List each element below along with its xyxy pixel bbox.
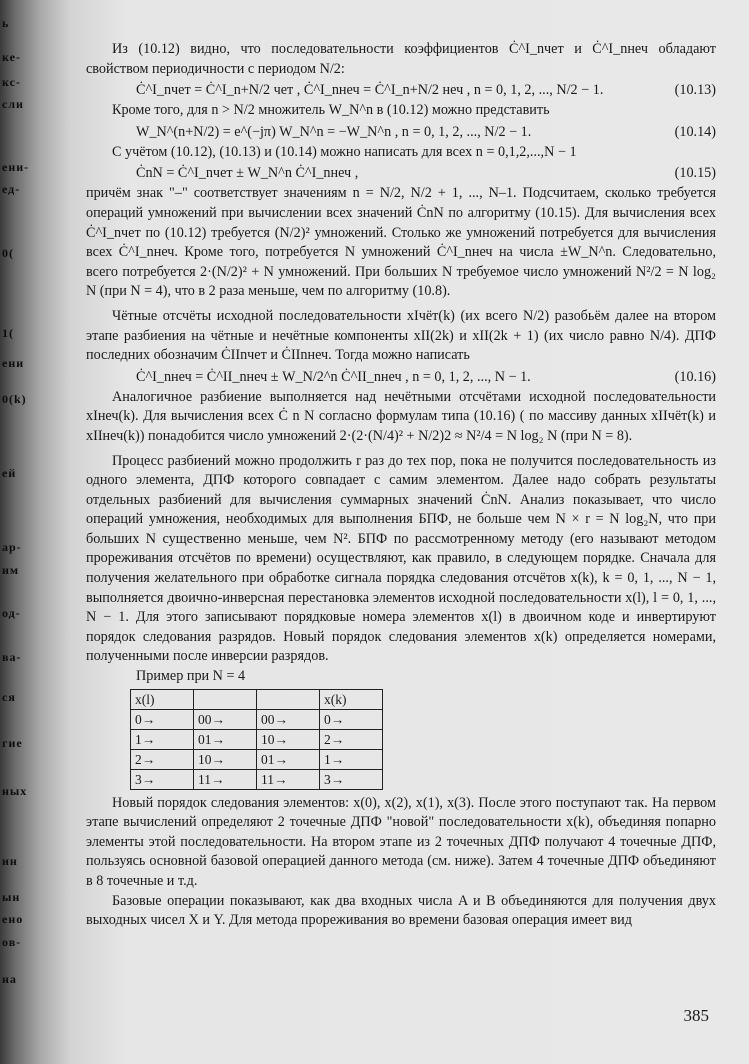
gutter-fragment: гие [2, 736, 23, 750]
paragraph-twiddle: Кроме того, для n > N/2 множитель W_N^n в (10.12) можно представить [112, 102, 550, 119]
paragraph-operation-count: причём знак "–" соответствует значениям n = N/2, N/2 + 1, ..., N–1. Подсчитаем, сколько требуется операций умножений при вычислении всех значений ĊnN по алгоритму (10.15). Для вычисления всех Ċ^I_nчет по (10.12) требуется (N/2)² умножений. Столько же умножений потребуется для вычисления всех Ċ^I_nнеч. Кроме того, потребуется N умножений Ċ^I_nнеч на числа ±W_N^n. Следовательно, всего потребуется 2·(N/2)² + N умножений. При больших N требуемое число умножений N²/2 = N log₂ N (при N = 4), что в 2 раза меньше, чем по алгоритму (10.8). [86, 185, 716, 300]
table-cell: 00→ [194, 709, 257, 729]
table-cell: 2→ [320, 729, 383, 749]
table-row [131, 749, 383, 769]
equation-number: (10.16) [674, 368, 716, 385]
table-cell: 01→ [257, 749, 320, 769]
paragraph-new-order: Новый порядок следования элементов: x(0), x(2), x(1), x(3). После этого поступают так. На первом этапе вычислений определяют 2 точечные ДПФ "новой" последовательности x(k), объединяя попарно элементы этой последовательности. На втором этапе из 2 точечных ДПФ получают 4 точечные ДПФ, пользуясь основной базовой операцией данного метода (см. ниже). Затем 4 точечные ДПФ объединяют в 8 точечные и т.д. [86, 794, 716, 889]
formula-text: ĊnN = Ċ^I_nчет ± W_N^n Ċ^I_nнеч , [136, 165, 359, 182]
gutter-fragment: ар- [2, 540, 22, 554]
binding-gutter [0, 0, 72, 1064]
gutter-fragment: ва- [2, 650, 22, 664]
gutter-fragment: 1( [2, 326, 14, 340]
table-header: x(l) [131, 689, 194, 709]
gutter-fragment: на [2, 972, 17, 986]
table-cell: 00→ [257, 709, 320, 729]
paragraph-bit-reversal: Процесс разбиений можно продолжить r раз до тех пор, пока не получится последовательность из одного элемента, ДПФ которого совпадает с самим элементом. Далее надо собрать результаты отдельных разбиений для вычисления суммарных значений ĊnN. Анализ показывает, что число операций умножения, необходимых для выполнения БПФ, не больше чем N × r = N log₂N, что при больших N существенно меньше, чем N². БПФ по рассмотренному методу (его называют методом прореживания отсчётов по времени) осуществляют, как правило, в следующем порядке. Сначала для получения желательного при обработке сигнала порядка следования отсчётов x(k), k = 0, 1, ..., N − 1, выполняется двоично-инверсная перестановка элементов исходной последовательности x(l), l = 0, 1, ..., N − 1. Для этого записывают порядковые номера элементов x(l) в двоичном коде и инвертируют порядок следования разрядов. Новый порядок следования элементов x(k) определяется номерами, полученными после инверсии разрядов. [86, 452, 716, 665]
gutter-fragment: 0( [2, 246, 14, 260]
book-page [72, 0, 749, 1064]
formula-10-13 [86, 79, 716, 101]
gutter-fragment: ке- [2, 50, 21, 64]
equation-number: (10.13) [674, 82, 716, 99]
table-cell: 10→ [257, 729, 320, 749]
equation-number: (10.15) [674, 165, 716, 182]
paragraph-combined: С учётом (10.12), (10.13) и (10.14) можно написать для всех n = 0,1,2,...,N − 1 [112, 143, 577, 160]
gutter-fragment: ся [2, 690, 16, 704]
table-cell: 0→ [320, 709, 383, 729]
table-cell: 10→ [194, 749, 257, 769]
table-row [131, 769, 383, 789]
gutter-fragment: сли [2, 97, 24, 111]
formula-10-14 [86, 121, 716, 143]
table-cell: 3→ [320, 769, 383, 789]
page-content [86, 40, 716, 931]
page-number: 385 [683, 1006, 709, 1025]
formula-text: Ċ^I_nчет = Ċ^I_n+N/2 чет , Ċ^I_nнеч = Ċ^I_n+N/2 неч , n = 0, 1, 2, ..., N/2 − 1. [136, 82, 604, 99]
gutter-fragment: ени [2, 356, 25, 370]
gutter-fragment: ных [2, 784, 28, 798]
table-header [257, 689, 320, 709]
bit-reversal-table [130, 689, 383, 790]
gutter-fragment: ед- [2, 182, 21, 196]
gutter-fragment: од- [2, 606, 21, 620]
example-caption: Пример при N = 4 [136, 668, 246, 685]
table-cell: 11→ [194, 769, 257, 789]
table-cell: 11→ [257, 769, 320, 789]
paragraph-second-stage: Чётные отсчёты исходной последовательности xIчёт(k) (их всего N/2) разобьём далее на втором этапе разбиения на чётные и нечётные компоненты xII(2k) и xII(2k + 1) (их число равно N/4). ДПФ последних обозначим ĊIInчет и ĊIInнеч. Тогда можно написать [86, 307, 716, 364]
gutter-fragment: ено [2, 912, 24, 926]
formula-text: Ċ^I_nнеч = Ċ^II_nнеч ± W_N/2^n Ċ^II_nнеч , n = 0, 1, 2, ..., N − 1. [136, 368, 531, 385]
table-header: x(k) [320, 689, 383, 709]
equation-number: (10.14) [674, 123, 716, 140]
gutter-fragment: ин [2, 854, 18, 868]
table-cell: 0→ [131, 709, 194, 729]
paragraph-periodicity: Из (10.12) видно, что последовательности коэффициентов Ċ^I_nчет и Ċ^I_nнеч обладают свойством периодичности с периодом N/2: [86, 41, 716, 77]
table-row [131, 729, 383, 749]
gutter-fragment: ов- [2, 935, 22, 949]
formula-10-16 [86, 366, 716, 388]
gutter-fragment: ей [2, 466, 17, 480]
gutter-fragment: им [2, 563, 20, 577]
table-cell: 01→ [194, 729, 257, 749]
table-row [131, 709, 383, 729]
gutter-fragment: ын [2, 890, 21, 904]
table-cell: 1→ [131, 729, 194, 749]
paragraph-base-operations: Базовые операции показывают, как два входных числа A и B объединяются для получения двух выходных чисел X и Y. Для метода прореживания во времени базовая операция имеет вид [86, 892, 716, 929]
table-cell: 1→ [320, 749, 383, 769]
paragraph-odd-split: Аналогичное разбиение выполняется над нечётными отсчётами исходной последовательности xIнеч(k). Для вычисления всех Ċ n N согласно формулам типа (10.16) ( по массиву данных xIIчёт(k) и xIIнеч(k)) понадобится число умножений 2·(2·(N/4)² + N/2)2 ≈ N²/4 = N log₂ N (при N = 8). [86, 388, 716, 444]
table-header-row [131, 689, 383, 709]
table-header [194, 689, 257, 709]
formula-10-15 [86, 162, 716, 184]
table-cell: 3→ [131, 769, 194, 789]
gutter-fragment: 0(k) [2, 392, 27, 406]
formula-text: W_N^(n+N/2) = e^(−jπ) W_N^n = −W_N^n , n = 0, 1, 2, ..., N/2 − 1. [136, 123, 532, 140]
table-cell: 2→ [131, 749, 194, 769]
gutter-fragment: ь [2, 16, 10, 30]
gutter-fragment: ени- [2, 160, 30, 174]
gutter-fragment: кс- [2, 75, 21, 89]
